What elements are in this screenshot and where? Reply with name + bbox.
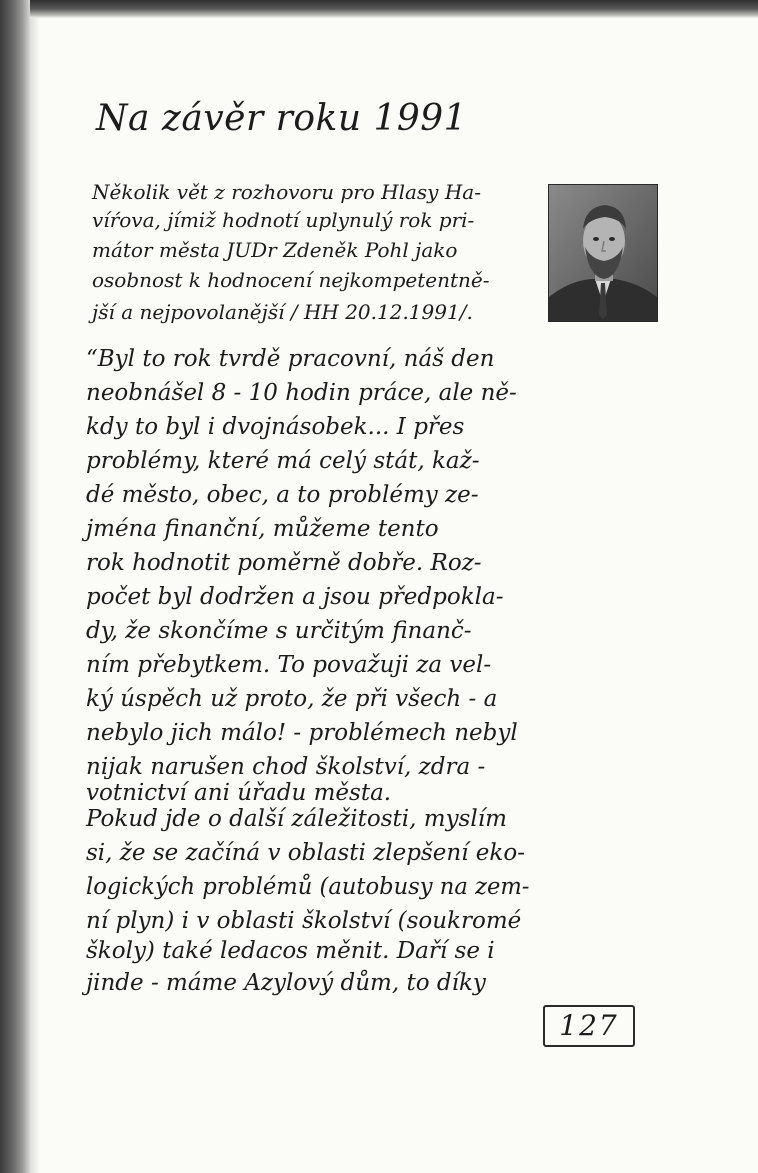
body-line: logických problémů (autobusy na zem-	[86, 874, 530, 900]
gutter-shadow	[30, 18, 40, 1173]
body-line: jména finanční, můžeme tento	[86, 516, 439, 542]
body-line: dy, že skončíme s určitým finanč-	[86, 618, 472, 644]
page-number: 127	[543, 1005, 635, 1047]
body-line: nebylo jich málo! - problémech nebyl	[86, 720, 518, 746]
body-line: ký úspěch už proto, že při všech - a	[86, 686, 498, 712]
page-title: Na závěr roku 1991	[96, 98, 468, 139]
body-line: kdy to byl i dvojnásobek... I přes	[86, 414, 465, 440]
body-line: si, že se začíná v oblasti zlepšení eko-	[86, 840, 525, 866]
body-line: votnictví ani úřadu města.	[86, 780, 392, 806]
portrait-icon	[549, 185, 657, 321]
body-line: neobnášel 8 - 10 hodin práce, ale ně-	[86, 380, 517, 406]
body-line: Pokud jde o další záležitosti, myslím	[86, 806, 507, 832]
book-binding-top-edge	[0, 0, 758, 18]
body-line: ním přebytkem. To považuji za vel-	[86, 652, 492, 678]
body-line: ní plyn) i v oblasti školství (soukromé	[86, 908, 522, 934]
body-line: problémy, které má celý stát, kaž-	[86, 448, 480, 474]
body-line: “Byl to rok tvrdě pracovní, náš den	[86, 346, 495, 372]
intro-line: jší a nejpovolanější / HH 20.12.1991/.	[92, 300, 473, 324]
book-binding-left-edge	[0, 0, 30, 1173]
body-line: jinde - máme Azylový dům, to díky	[86, 970, 486, 996]
body-line: školy) také ledacos měnit. Daří se i	[86, 938, 495, 964]
body-line: rok hodnotit poměrně dobře. Roz-	[86, 550, 482, 576]
body-line: počet byl dodržen a jsou předpokla-	[86, 584, 504, 610]
portrait-photo	[548, 184, 658, 322]
intro-line: Několik vět z rozhovoru pro Hlasy Ha-	[92, 180, 481, 204]
body-line: nijak narušen chod školství, zdra -	[86, 754, 486, 780]
intro-line: mátor města JUDr Zdeněk Pohl jako	[92, 238, 458, 262]
intro-line: osobnost k hodnocení nejkompetentně-	[92, 268, 490, 292]
intro-line: víŕova, jímiž hodnotí uplynulý rok pri-	[92, 208, 475, 232]
body-line: dé město, obec, a to problémy ze-	[86, 482, 479, 508]
